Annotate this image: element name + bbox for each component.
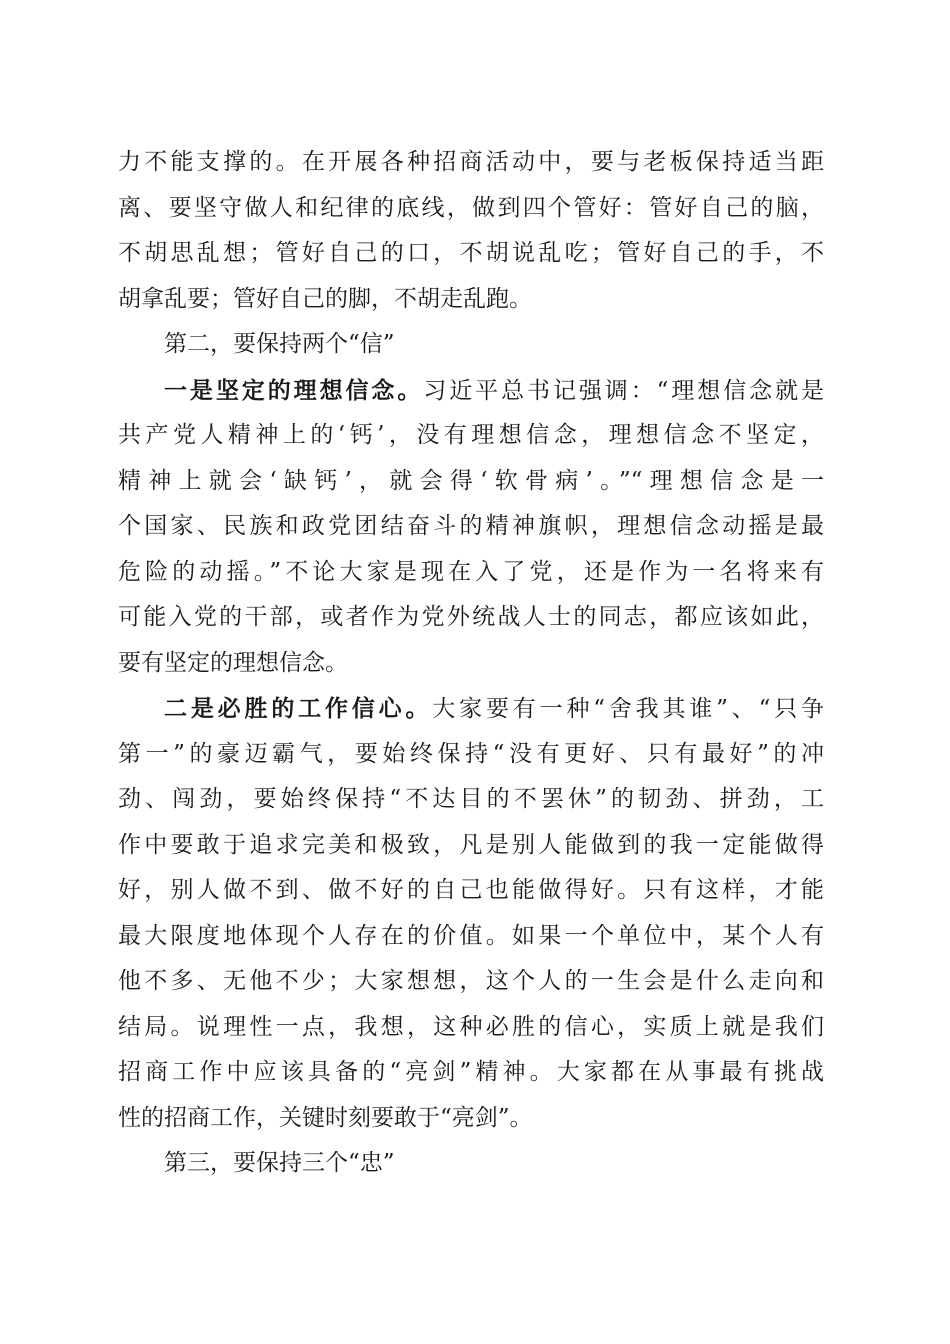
- bold-lead-text: 一是坚定的理想信念。: [164, 376, 424, 404]
- text-segment: 个国家、民族和政党团结奋斗的精神旗帜，理想信念动摇是最: [118, 513, 824, 539]
- text-line: [118, 777, 824, 823]
- text-line: [118, 368, 824, 414]
- text-line: [118, 1141, 824, 1187]
- text-line: [118, 641, 824, 687]
- text-segment: 第二，要保持两个“信”: [164, 331, 395, 357]
- text-segment: 习近平总书记强调：“理想信念就是: [423, 377, 824, 404]
- text-line: [118, 231, 824, 277]
- text-segment: 性的招商工作，关键时刻要敢于“亮剑”。: [118, 1104, 533, 1131]
- text-segment: 共产党人精神上的‘钙’，没有理想信念，理想信念不坚定，: [118, 422, 824, 448]
- text-line: [118, 550, 824, 596]
- text-segment: 他不多、无他不少；大家想想，这个人的一生会是什么走向和: [118, 968, 824, 994]
- text-line: [118, 504, 824, 550]
- text-segment: 大家要有一种“舍我其谁”、“只争: [432, 696, 824, 722]
- text-segment: 第一”的豪迈霸气，要始终保持“没有更好、只有最好”的冲: [118, 740, 824, 767]
- document-body: [118, 140, 824, 1187]
- text-line: [118, 868, 824, 914]
- text-line: [118, 459, 824, 505]
- text-line: [118, 1096, 824, 1142]
- text-segment: 结局。说理性一点，我想，这种必胜的信心，实质上就是我们: [118, 1013, 824, 1040]
- text-line: [118, 140, 824, 186]
- text-segment: 离、要坚守做人和纪律的底线，做到四个管好：管好自己的脑，: [118, 194, 824, 221]
- text-line: [118, 322, 824, 368]
- text-line: [118, 413, 824, 459]
- text-segment: 好，别人做不到、做不好的自己也能做得好。只有这样，才能: [118, 877, 824, 903]
- text-segment: 劲、闯劲，要始终保持“不达目的不罢休”的韧劲、拼劲，工: [118, 786, 824, 812]
- text-line: [118, 686, 824, 732]
- text-line: [118, 823, 824, 869]
- text-line: [118, 732, 824, 778]
- text-line: [118, 959, 824, 1005]
- text-segment: 要有坚定的理想信念。: [118, 649, 348, 676]
- text-segment: 力不能支撑的。在开展各种招商活动中，要与老板保持适当距: [118, 149, 824, 175]
- bold-lead-text: 二是必胜的工作信心。: [164, 695, 433, 722]
- text-segment: 精神上就会‘缺钙’，就会得‘软骨病’。”“理想信念是一: [118, 467, 824, 494]
- text-line: [118, 595, 824, 641]
- text-segment: 可能入党的干部，或者作为党外统战人士的同志，都应该如此，: [118, 604, 824, 630]
- text-segment: 不胡思乱想；管好自己的口，不胡说乱吃；管好自己的手，不: [118, 240, 824, 266]
- text-line: [118, 1050, 824, 1096]
- text-segment: 第三，要保持三个“忠”: [164, 1150, 395, 1176]
- text-segment: 招商工作中应该具备的“亮剑”精神。大家都在从事最有挑战: [118, 1059, 824, 1085]
- text-segment: 最大限度地体现个人存在的价值。如果一个单位中，某个人有: [118, 922, 824, 949]
- text-segment: 胡拿乱要；管好自己的脚，不胡走乱跑。: [118, 285, 532, 312]
- text-line: [118, 914, 824, 960]
- text-line: [118, 186, 824, 232]
- text-line: [118, 277, 824, 323]
- text-segment: 作中要敢于追求完美和极致，凡是别人能做到的我一定能做得: [118, 831, 824, 858]
- text-line: [118, 1005, 824, 1051]
- text-segment: 危险的动摇。”不论大家是现在入了党，还是作为一名将来有: [118, 558, 824, 585]
